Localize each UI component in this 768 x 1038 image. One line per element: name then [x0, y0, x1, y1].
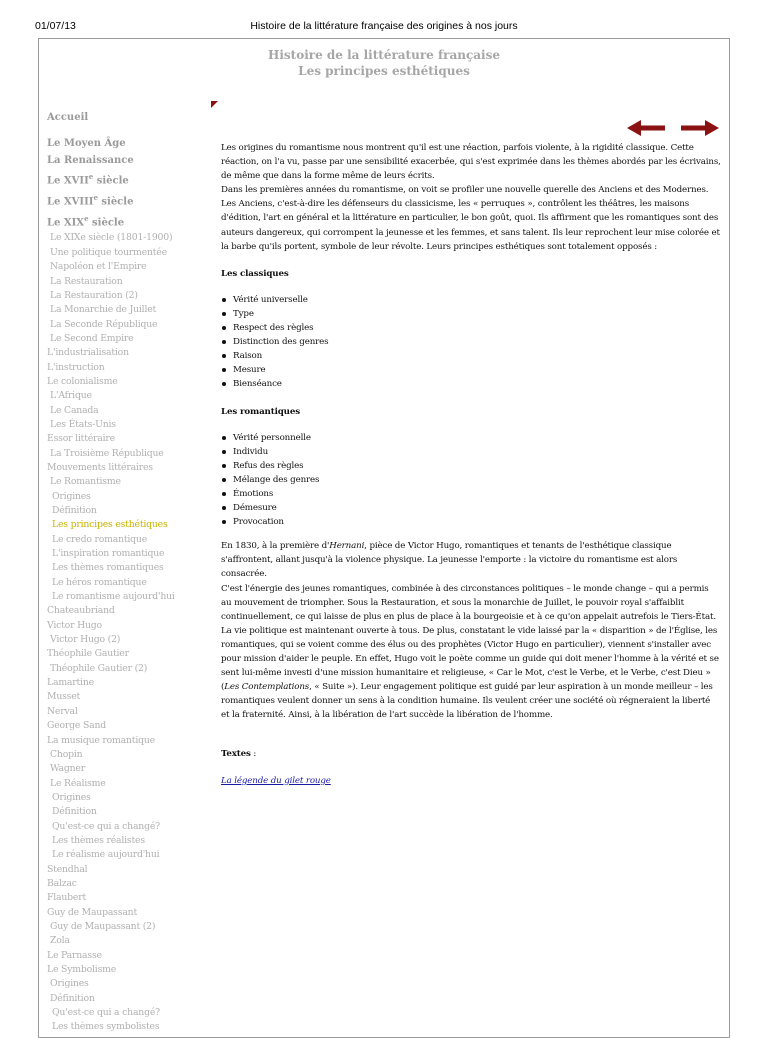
list-item: Vérité personnelle	[221, 431, 721, 445]
paragraph-energie: C'est l'énergie des jeunes romantiques, combinée à des circonstances politiques – le monde change – qui a permis au mouvement de triompher. Sous la Restauration, et sous la monarchie de Juillet, le pouvoir royal s'affaiblit continuellement, ce qui laisse de plus en plus de place à la bourgeoisie et à ce qu'on appelait autrefois le Tiers-État. La vie politique est maintenant ouverte à tous. De plus, constatant le vide laissé par la « disparition » de l'Église, les romantiques, qui se voient comme des élus ou des prophètes (Victor Hugo en particulier), viennent s'installer avec pour mission d'aider le peuple. En effet, Hugo voit le poète comme un guide qui doit mener l'homme à la vérité et se sent lui-même investi d'une mission humanitaire et religieuse, « Car le Mot, c'est le Verbe, et le Verbe, c'est Dieu » (Les Contemplations, « Suite »). Leur engagement politique est guidé par leur aspiration à un monde meilleur – les romantiques veulent donner un sens à la condition humaine. Ils veulent créer une société où régneraient la liberté et la fraternité. Ainsi, à la libération de l'art succède la libération de l'homme.	[221, 583, 719, 721]
sidebar-period-xvii[interactable]: Le XVIIe siècle	[47, 172, 129, 187]
page-frame	[38, 38, 730, 1038]
sidebar-item-napoleon[interactable]: Napoléon et l'Empire	[50, 261, 147, 273]
sidebar-period-renaissance[interactable]: La Renaissance	[47, 154, 134, 166]
sidebar-item-credo[interactable]: Le credo romantique	[52, 533, 148, 545]
list-item: Type	[221, 307, 721, 321]
page-subtitle: Les principes esthétiques	[298, 64, 470, 78]
sidebar-item-xix-overview[interactable]: Le XIXe siècle (1801-1900)	[50, 232, 173, 244]
sidebar-item-chateaubriand[interactable]: Chateaubriand	[47, 605, 115, 617]
sidebar-item-heros[interactable]: Le héros romantique	[52, 576, 147, 588]
sidebar-item-gautier[interactable]: Théophile Gautier	[47, 648, 129, 660]
sidebar-item-romantisme-origines[interactable]: Origines	[52, 490, 91, 502]
sidebar-item-romantisme-aujourdhui[interactable]: Le romantisme aujourd'hui	[52, 591, 175, 603]
sidebar-item-nerval[interactable]: Nerval	[47, 705, 78, 717]
sidebar-period-xviii[interactable]: Le XVIIIe siècle	[47, 192, 134, 208]
sidebar-item-essor-litteraire[interactable]: Essor littéraire	[47, 433, 115, 445]
list-item: Bienséance	[221, 377, 721, 391]
sidebar-periods	[47, 136, 217, 231]
main-content	[221, 141, 721, 788]
sidebar-item-colonialisme[interactable]: Le colonialisme	[47, 375, 118, 387]
sidebar-item-romantisme[interactable]: Le Romantisme	[50, 476, 121, 488]
site-title: Histoire de la littérature française	[268, 48, 500, 62]
print-date: 01/07/13	[35, 20, 76, 32]
sidebar-item-lamartine[interactable]: Lamartine	[47, 677, 94, 689]
sidebar-item-mouvements[interactable]: Mouvements littéraires	[47, 461, 153, 473]
sidebar-home-link[interactable]: Accueil	[47, 112, 89, 123]
sidebar-item-musique[interactable]: La musique romantique	[47, 734, 155, 746]
sidebar-item-industrialisation[interactable]: L'industrialisation	[47, 347, 129, 359]
sidebar-item-romantisme-definition[interactable]: Définition	[52, 505, 97, 517]
list-item: Mélange des genres	[221, 473, 721, 487]
sidebar-item-hugo-2[interactable]: Victor Hugo (2)	[50, 634, 121, 646]
print-header	[0, 14, 768, 34]
list-item: Raison	[221, 349, 721, 363]
sidebar-item-realisme[interactable]: Le Réalisme	[50, 777, 106, 789]
sidebar-item-chopin[interactable]: Chopin	[50, 748, 83, 760]
list-item: Refus des règles	[221, 459, 721, 473]
sidebar-item-symbolisme-origines[interactable]: Origines	[50, 978, 89, 990]
sidebar-item-restauration-2[interactable]: La Restauration (2)	[50, 289, 138, 301]
sidebar-item-instruction[interactable]: L'instruction	[47, 361, 105, 373]
page-nav-arrows	[627, 119, 721, 137]
sidebar-item-symbolisme-definition[interactable]: Définition	[50, 992, 95, 1004]
sidebar-item-second-empire[interactable]: Le Second Empire	[50, 332, 134, 344]
arrow-right-icon	[681, 120, 719, 136]
arrow-left-icon	[627, 120, 665, 136]
classiques-heading: Les classiques	[221, 268, 289, 279]
sidebar-item-afrique[interactable]: L'Afrique	[50, 390, 92, 402]
sidebar-item-sand[interactable]: George Sand	[47, 720, 107, 732]
sidebar-item-realisme-change[interactable]: Qu'est-ce qui a changé?	[52, 820, 160, 832]
site-title-block	[39, 47, 729, 79]
paragraph-hernani: En 1830, à la première d'Hernani, pièce de Victor Hugo, romantiques et tenants de l'esthétique classique s'affrontent, allant jusqu'à la violence physique. La jeunesse l'emporte : la victoire du romantisme est alors consacrée.	[221, 541, 678, 580]
sidebar-item-monarchie-juillet[interactable]: La Monarchie de Juillet	[50, 304, 157, 316]
sidebar-item-realisme-origines[interactable]: Origines	[52, 791, 91, 803]
list-item: Vérité universelle	[221, 293, 721, 307]
prev-page-button[interactable]	[627, 119, 665, 137]
classiques-list	[221, 293, 721, 392]
list-item: Démesure	[221, 501, 721, 515]
sidebar-item-canada[interactable]: Le Canada	[50, 404, 99, 416]
sidebar-item-inspiration[interactable]: L'inspiration romantique	[52, 548, 165, 560]
sidebar-item-themes-realistes[interactable]: Les thèmes réalistes	[52, 834, 145, 846]
sidebar-item-themes-symbolistes[interactable]: Les thèmes symbolistes	[52, 1021, 160, 1033]
sidebar-item-hugo[interactable]: Victor Hugo	[47, 619, 102, 631]
list-item: Individu	[221, 445, 721, 459]
sidebar-item-parnasse[interactable]: Le Parnasse	[47, 949, 102, 961]
sidebar-nav	[47, 112, 217, 1035]
gilet-rouge-link[interactable]: La légende du gilet rouge	[221, 775, 331, 786]
sidebar-item-gautier-2[interactable]: Théophile Gautier (2)	[50, 662, 148, 674]
list-item: Provocation	[221, 515, 721, 529]
sidebar-period-xix[interactable]: Le XIXe siècle	[47, 213, 125, 228]
sidebar-item-politique[interactable]: Une politique tourmentée	[50, 246, 167, 258]
intro-paragraph-1: Les origines du romantisme nous montrent qu'il est une réaction, parfois violente, à la rigidité classique. Cette réaction, on l'a vu, passe par une sensibilité exacerbée, qui s'est exprimée dans les thèmes abordés par les écrivains, de même que dans la forme même de leurs écrits.	[221, 143, 721, 182]
sidebar-item-principes-esthetiques[interactable]: Les principes esthétiques	[52, 519, 168, 531]
sidebar-item-zola[interactable]: Zola	[50, 935, 70, 947]
list-item: Mesure	[221, 363, 721, 377]
sidebar-item-wagner[interactable]: Wagner	[50, 763, 85, 775]
romantiques-list	[221, 431, 721, 530]
list-item: Distinction des genres	[221, 335, 721, 349]
sidebar-item-etats-unis[interactable]: Les États-Unis	[50, 418, 116, 430]
intro-paragraph-2: Dans les premières années du romantisme, on voit se profiler une nouvelle querelle des Anciens et des Modernes. Les Anciens, c'est-à-dire les défenseurs du classicisme, les « perruques », contrôlent les théâtres, les maisons d'édition, l'art en général et la littérature en particulier, le bon goût, quoi. Ils affirment que les romantiques sont des auteurs dangereux, qui corrompent la jeunesse et les femmes, et sans talent. Ils leur reprochent leur mise colorée et la barbe qu'ils portent, symbole de leur révolte. Leurs principes esthétiques sont totalement opposés :	[221, 185, 720, 252]
sidebar-item-symbolisme-change[interactable]: Qu'est-ce qui a changé?	[52, 1007, 160, 1019]
textes-label: Textes :	[221, 749, 257, 760]
list-item: Respect des règles	[221, 321, 721, 335]
sidebar-item-maupassant-2[interactable]: Guy de Maupassant (2)	[50, 920, 156, 932]
sidebar-item-troisieme-republique[interactable]: La Troisième République	[50, 447, 164, 459]
list-item: Émotions	[221, 487, 721, 501]
next-page-button[interactable]	[681, 119, 719, 137]
sidebar-item-restauration[interactable]: La Restauration	[50, 275, 123, 287]
sidebar-item-themes-romantiques[interactable]: Les thèmes romantiques	[52, 562, 164, 574]
sidebar-item-balzac[interactable]: Balzac	[47, 877, 77, 889]
sidebar-item-maupassant[interactable]: Guy de Maupassant	[47, 906, 137, 918]
sidebar-item-realisme-aujourdhui[interactable]: Le réalisme aujourd'hui	[52, 849, 160, 861]
sidebar-subitems	[47, 231, 217, 1034]
sidebar-item-flaubert[interactable]: Flaubert	[47, 892, 86, 904]
sidebar-item-seconde-republique[interactable]: La Seconde République	[50, 318, 158, 330]
sidebar-item-stendhal[interactable]: Stendhal	[47, 863, 88, 875]
corner-triangle-icon	[211, 101, 218, 108]
sidebar-item-symbolisme[interactable]: Le Symbolisme	[47, 964, 117, 976]
romantiques-heading: Les romantiques	[221, 406, 300, 417]
sidebar-item-realisme-definition[interactable]: Définition	[52, 806, 97, 818]
sidebar-item-musset[interactable]: Musset	[47, 691, 81, 703]
print-title: Histoire de la littérature française des origines à nos jours	[250, 20, 518, 32]
sidebar-period-moyen-age[interactable]: Le Moyen Âge	[47, 138, 126, 149]
